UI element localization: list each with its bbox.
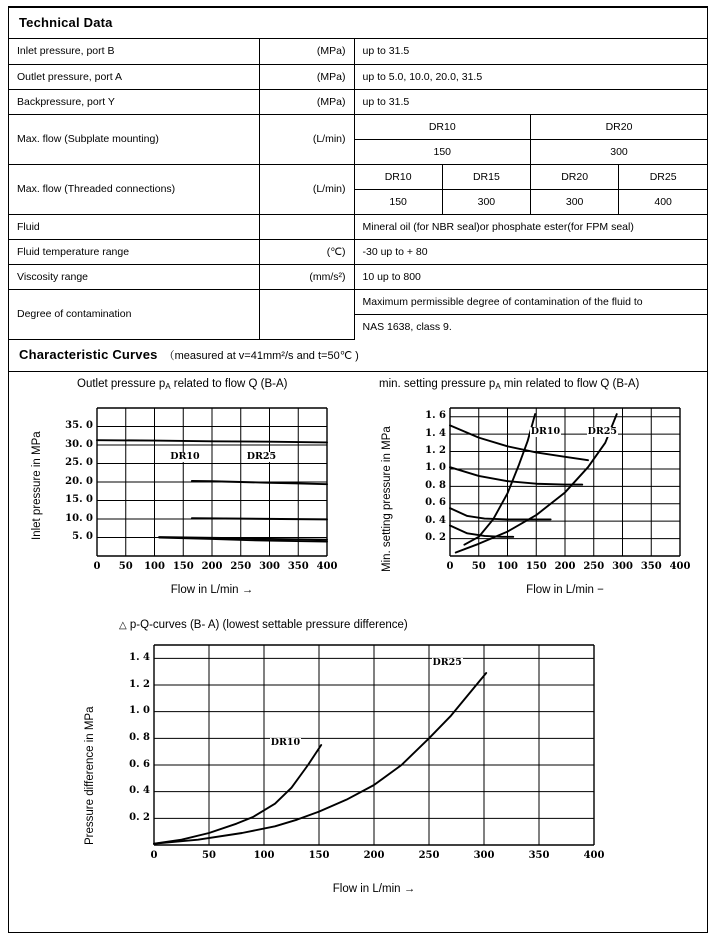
table-row	[9, 64, 707, 89]
y-tick-label: 0. 6	[425, 497, 446, 509]
x-tick-label: 250	[418, 849, 440, 861]
table-row	[9, 89, 707, 114]
y-tick-label: 20. 0	[65, 475, 93, 487]
x-tick-label: 250	[583, 560, 605, 572]
y-tick-label: 0. 2	[425, 532, 446, 544]
y-tick-label: 5. 0	[72, 531, 93, 542]
characteristic-curves-title	[9, 340, 707, 372]
chart1-title: Outlet pressure $p_A$ related to flow Q (B-A)	[77, 377, 288, 391]
x-tick-label: 100	[253, 849, 275, 861]
row-unit	[259, 289, 354, 339]
y-tick-label: 1. 6	[425, 410, 446, 422]
x-tick-label: 400	[583, 849, 605, 861]
value-cell: 300	[531, 189, 619, 214]
chart2-x-axis-label: Flow in L/min −	[526, 583, 604, 596]
curve-label: DR25	[432, 657, 462, 669]
y-tick-label: 1. 0	[129, 705, 150, 717]
row-label: Max. flow (Threaded connections)	[9, 164, 259, 214]
model-cell: DR15	[442, 164, 530, 189]
x-tick-label: 150	[308, 849, 330, 861]
y-tick-label: 0. 8	[129, 731, 150, 743]
x-tick-label: 150	[525, 560, 547, 572]
model-cell: DR10	[354, 164, 442, 189]
chart2-title: min. setting pressure $p_A$ min related to flow Q (B-A)	[379, 377, 640, 391]
row-unit: (MPa)	[259, 89, 354, 114]
characteristic-curves-title-text: Characteristic Curves	[19, 346, 158, 362]
row-value: up to 31.5	[354, 39, 707, 64]
row-unit: (MPa)	[259, 64, 354, 89]
charts-area	[9, 372, 707, 932]
table-row	[9, 114, 707, 139]
row-unit: (MPa)	[259, 39, 354, 64]
x-tick-label: 400	[669, 560, 691, 572]
chart3-x-axis-label: Flow in L/min →	[332, 882, 416, 895]
x-tick-label: 50	[471, 560, 486, 572]
row-label: Degree of contamination	[9, 289, 259, 339]
model-cell: DR10	[354, 114, 531, 139]
row-unit: (mm/s²)	[259, 264, 354, 289]
y-tick-label: 1. 0	[425, 462, 446, 474]
x-tick-label: 350	[287, 560, 309, 572]
y-tick-label: 25. 0	[65, 457, 93, 468]
y-tick-label: 0. 6	[129, 758, 150, 770]
chart3-title: △ p-Q-curves (B- A) (lowest settable pressure difference)	[119, 618, 408, 631]
y-tick-label: 1. 2	[425, 445, 446, 457]
value-cell: 150	[354, 139, 531, 164]
row-label: Fluid temperature range	[9, 239, 259, 264]
table-row	[9, 164, 707, 189]
chart1-x-axis-label: Flow in L/min →	[170, 583, 254, 596]
row-value: 10 up to 800	[354, 264, 707, 289]
x-tick-label: 200	[363, 849, 385, 861]
value-cell: 300	[531, 139, 708, 164]
chart2-plot	[359, 372, 709, 612]
y-tick-label: 10. 0	[65, 512, 93, 524]
chart1-plot	[9, 372, 359, 612]
x-tick-label: 50	[202, 849, 216, 861]
row-label: Max. flow (Subplate mounting)	[9, 114, 259, 164]
curve-label: DR10	[270, 737, 301, 749]
model-cell: DR25	[619, 164, 707, 189]
technical-data-table	[9, 39, 707, 340]
table-row	[9, 289, 707, 314]
row-unit: (L/min)	[259, 164, 354, 214]
y-tick-label: 15. 0	[65, 494, 93, 505]
y-tick-label: 0. 4	[129, 785, 150, 797]
chart-outlet-pressure	[9, 372, 359, 612]
y-tick-label: 1. 4	[425, 427, 446, 439]
technical-data-title-text: Technical Data	[19, 15, 113, 30]
x-tick-label: 0	[446, 560, 454, 572]
chart-min-setting-pressure	[359, 372, 709, 612]
x-tick-label: 50	[118, 560, 133, 572]
x-tick-label: 150	[172, 560, 194, 572]
curve-label: DR10	[170, 451, 200, 463]
chart3-y-axis-label: Pressure difference in MPa	[84, 706, 96, 845]
model-cell: DR20	[531, 164, 619, 189]
model-cell: DR20	[531, 114, 708, 139]
curve-label: DR25	[587, 425, 617, 437]
y-tick-label: 35. 0	[65, 420, 93, 431]
x-tick-label: 300	[473, 849, 495, 861]
row-unit	[259, 214, 354, 239]
row-value: -30 up to + 80	[354, 239, 707, 264]
row-label: Viscosity range	[9, 264, 259, 289]
characteristic-curves-subtitle: （measured at v=41mm²/s and t=50℃ )	[163, 349, 359, 362]
chart2-y-axis-label: Min. setting pressure in MPa	[381, 425, 393, 572]
x-tick-label: 200	[201, 560, 223, 572]
x-tick-label: 100	[497, 560, 518, 572]
x-tick-label: 350	[640, 560, 662, 572]
technical-data-sheet	[8, 6, 708, 933]
value-cell: 300	[442, 189, 530, 214]
row-label: Outlet pressure, port A	[9, 64, 259, 89]
row-value-cont: NAS 1638, class 9.	[362, 320, 452, 333]
row-label: Fluid	[9, 214, 259, 239]
table-row	[9, 214, 707, 239]
x-tick-label: 300	[612, 560, 633, 572]
chart1-y-axis-label: Inlet pressure in MPa	[31, 430, 43, 540]
x-tick-label: 250	[230, 560, 252, 572]
row-value: up to 31.5	[354, 89, 707, 114]
table-row	[9, 239, 707, 264]
x-tick-label: 400	[316, 560, 338, 572]
y-tick-label: 0. 4	[425, 514, 446, 526]
x-tick-label: 200	[554, 560, 576, 572]
row-label: Backpressure, port Y	[9, 89, 259, 114]
value-cell: 150	[354, 189, 442, 214]
curve-label: DR25	[246, 451, 277, 463]
row-label: Inlet pressure, port B	[9, 39, 259, 64]
x-tick-label: 300	[259, 560, 280, 572]
row-unit: (℃)	[259, 239, 354, 264]
curve-label: DR10	[530, 425, 561, 437]
chart-dp-q-curves	[9, 615, 709, 915]
y-tick-label: 30. 0	[65, 438, 93, 450]
x-tick-label: 350	[528, 849, 550, 861]
x-tick-label: 0	[93, 560, 101, 572]
x-tick-label: 100	[144, 560, 165, 572]
table-row	[9, 39, 707, 64]
x-tick-label: 0	[150, 849, 158, 861]
table-row	[9, 264, 707, 289]
y-tick-label: 1. 2	[129, 678, 150, 690]
y-tick-label: 1. 4	[129, 651, 150, 663]
technical-data-title	[9, 8, 707, 39]
value-cell: 400	[619, 189, 707, 214]
row-unit: (L/min)	[259, 114, 354, 164]
row-value: Maximum permissible degree of contamination of the fluid to	[354, 289, 707, 314]
y-tick-label: 0. 8	[425, 479, 446, 491]
row-value: Mineral oil (for NBR seal)or phosphate ester(for FPM seal)	[354, 214, 707, 239]
y-tick-label: 0. 2	[129, 811, 150, 823]
row-value: up to 5.0, 10.0, 20.0, 31.5	[354, 64, 707, 89]
